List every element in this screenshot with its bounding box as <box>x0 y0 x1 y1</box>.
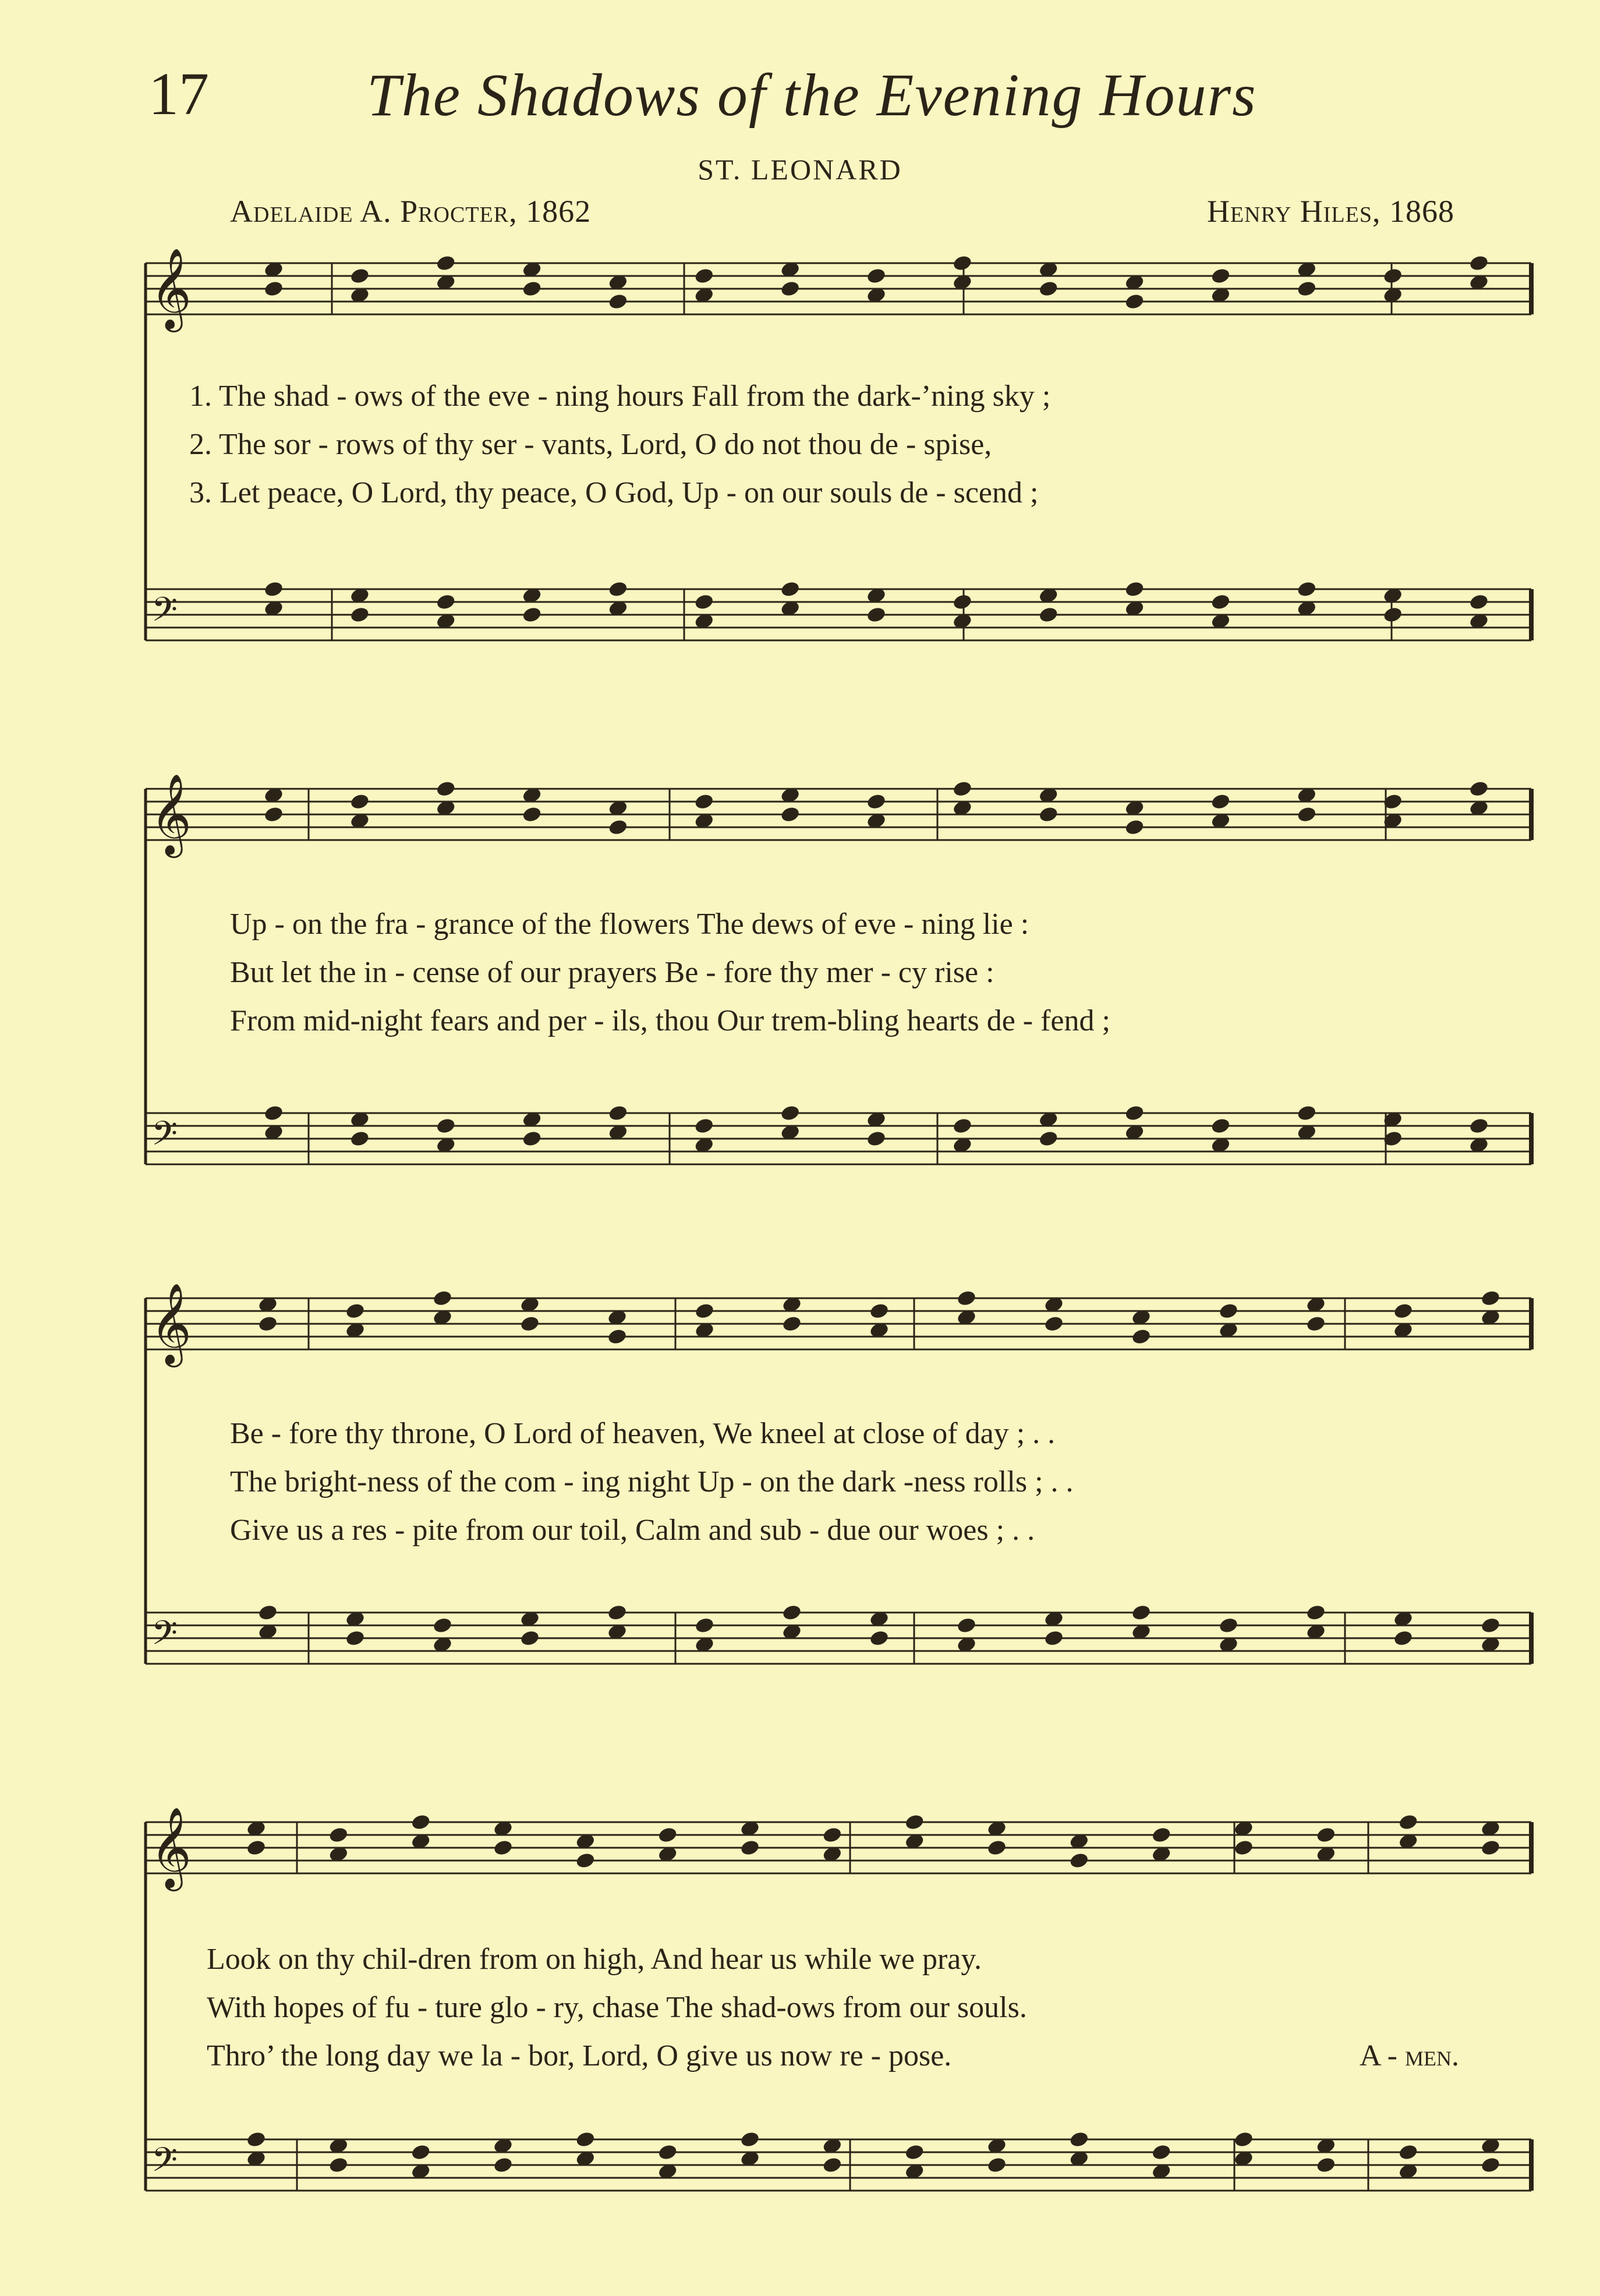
note-head <box>694 1302 715 1320</box>
note-head <box>1124 1104 1145 1122</box>
lyric-line: With hopes of fu - ture glo - ry, chase The shad-ows from our souls. <box>207 1991 1027 2024</box>
note-head <box>575 1852 596 1870</box>
note-head <box>869 1629 890 1647</box>
lyric-line: Up - on the fra - grance of the flowers The dews of eve - ning lie : <box>230 908 1029 941</box>
note-head <box>1480 1839 1501 1857</box>
note-head <box>432 1617 453 1635</box>
note-head <box>1398 2143 1419 2162</box>
lyric-line: But let the in - cense of our prayers Be - fore thy mer - cy rise : <box>230 956 994 989</box>
note-head <box>345 1629 366 1647</box>
note-head <box>866 267 887 285</box>
note-head <box>956 1289 977 1308</box>
note-head <box>1315 2156 1336 2174</box>
note-head <box>1210 593 1231 611</box>
author-credit: Adelaide A. Procter, 1862 <box>230 194 592 229</box>
hymn-title: The Shadows of the Evening Hours <box>367 62 1257 129</box>
note-head <box>1398 1813 1419 1831</box>
note-head <box>263 1104 284 1122</box>
note-head <box>410 1813 431 1831</box>
note-head <box>522 1130 543 1148</box>
note-head <box>952 254 973 272</box>
note-head <box>263 280 284 298</box>
lyric-line: The bright-ness of the com - ing night Up - on the dark -ness rolls ; . . <box>230 1465 1074 1498</box>
note-head <box>739 1839 760 1857</box>
note-head <box>349 793 370 811</box>
note-head <box>1210 1117 1231 1135</box>
note-head <box>1131 1328 1152 1346</box>
note-head <box>1210 793 1231 811</box>
note-head <box>1468 593 1489 611</box>
note-head <box>1131 1604 1152 1622</box>
note-head <box>1480 2156 1501 2174</box>
note-head <box>952 1117 973 1135</box>
note-head <box>822 2156 843 2174</box>
bass-clef-icon: 𝄢 <box>151 1613 178 1661</box>
note-head <box>1382 267 1403 285</box>
note-head <box>866 793 887 811</box>
note-head <box>780 580 801 598</box>
amen-text: A - men. <box>1360 2039 1459 2072</box>
note-head <box>1068 1852 1089 1870</box>
bass-clef-icon: 𝄢 <box>151 2140 178 2188</box>
note-head <box>432 1289 453 1308</box>
note-head <box>694 1617 715 1635</box>
note-head <box>693 1117 714 1135</box>
note-head <box>246 1839 267 1857</box>
note-head <box>1233 1839 1254 1857</box>
note-head <box>780 1104 801 1122</box>
note-head <box>869 1302 890 1320</box>
bass-clef-icon: 𝄢 <box>151 1114 178 1161</box>
note-head <box>956 1617 977 1635</box>
note-head <box>1038 806 1059 824</box>
note-head <box>657 1826 678 1844</box>
note-head <box>1305 1315 1326 1333</box>
note-head <box>1468 254 1489 272</box>
note-head <box>575 2131 596 2149</box>
tune-name: ST. LEONARD <box>698 153 902 186</box>
note-head <box>780 806 801 824</box>
note-head <box>263 806 284 824</box>
note-head <box>1393 1302 1414 1320</box>
note-head <box>607 1328 628 1346</box>
note-head <box>781 1315 802 1333</box>
note-head <box>349 606 370 624</box>
note-head <box>693 793 714 811</box>
note-head <box>986 2156 1007 2174</box>
treble-clef-icon: 𝄞 <box>150 774 192 855</box>
note-head <box>904 2143 925 2162</box>
note-head <box>1218 1302 1239 1320</box>
note-head <box>1296 1104 1317 1122</box>
treble-clef-icon: 𝄞 <box>150 1807 192 1888</box>
note-head <box>952 593 973 611</box>
note-head <box>781 1604 802 1622</box>
note-head <box>1038 1130 1059 1148</box>
lyric-line: 2. The sor - rows of thy ser - vants, Lord, O do not thou de - spise, <box>189 428 992 461</box>
note-head <box>522 606 543 624</box>
note-head <box>519 1629 540 1647</box>
lyric-line: Thro’ the long day we la - bor, Lord, O give us now re - pose. <box>207 2039 952 2072</box>
note-head <box>1068 2131 1089 2149</box>
note-head <box>1210 267 1231 285</box>
note-head <box>866 606 887 624</box>
note-head <box>1218 1617 1239 1635</box>
note-head <box>263 580 284 598</box>
note-head <box>522 280 543 298</box>
note-head <box>1315 1826 1336 1844</box>
note-head <box>1296 280 1317 298</box>
note-head <box>493 1839 514 1857</box>
note-head <box>866 1130 887 1148</box>
bass-clef-icon: 𝄢 <box>151 590 178 637</box>
note-head <box>1296 806 1317 824</box>
note-head <box>246 2131 267 2149</box>
note-head <box>1296 580 1317 598</box>
note-head <box>436 1117 456 1135</box>
note-head <box>436 254 456 272</box>
note-head <box>1151 1826 1172 1844</box>
note-head <box>608 293 629 311</box>
note-head <box>1043 1629 1064 1647</box>
lyric-line: Look on thy chil-dren from on high, And hear us while we pray. <box>207 1943 982 1976</box>
note-head <box>1468 1117 1489 1135</box>
lyric-line: Give us a res - pite from our toil, Calm and sub - due our woes ; . . <box>230 1514 1035 1547</box>
note-head <box>1305 1604 1326 1622</box>
note-head <box>693 593 714 611</box>
note-head <box>608 819 629 837</box>
hymn-number: 17 <box>148 61 209 127</box>
note-head <box>1151 2143 1172 2162</box>
note-head <box>328 2156 349 2174</box>
note-head <box>345 1302 366 1320</box>
note-head <box>1043 1315 1064 1333</box>
note-head <box>436 593 456 611</box>
note-head <box>1038 280 1059 298</box>
note-head <box>1382 606 1403 624</box>
note-head <box>1393 1629 1414 1647</box>
note-head <box>607 1604 628 1622</box>
note-head <box>493 2156 514 2174</box>
note-head <box>257 1604 278 1622</box>
note-head <box>904 1813 925 1831</box>
note-head <box>1468 780 1489 798</box>
note-head <box>657 2143 678 2162</box>
note-head <box>519 1315 540 1333</box>
note-head <box>1480 1289 1501 1308</box>
composer-credit: Henry Hiles, 1868 <box>1206 194 1454 229</box>
note-head <box>739 2131 760 2149</box>
note-head <box>822 1826 843 1844</box>
lyric-line: 3. Let peace, O Lord, thy peace, O God, Up - on our souls de - scend ; <box>189 476 1039 509</box>
treble-clef-icon: 𝄞 <box>150 248 192 329</box>
note-head <box>1124 293 1145 311</box>
note-head <box>436 780 456 798</box>
note-head <box>952 780 973 798</box>
note-head <box>1124 580 1145 598</box>
note-head <box>328 1826 349 1844</box>
note-head <box>349 267 370 285</box>
note-head <box>608 580 629 598</box>
note-head <box>693 267 714 285</box>
note-head <box>1480 1617 1501 1635</box>
lyric-line: 1. The shad - ows of the eve - ning hours Fall from the dark-’ning sky ; <box>189 380 1051 413</box>
note-head <box>349 1130 370 1148</box>
treble-clef-icon: 𝄞 <box>150 1283 192 1364</box>
note-head <box>522 806 543 824</box>
note-head <box>780 280 801 298</box>
note-head <box>608 1104 629 1122</box>
lyric-line: Be - fore thy throne, O Lord of heaven, We kneel at close of day ; . . <box>230 1417 1056 1450</box>
note-head <box>1233 2131 1254 2149</box>
note-head <box>1124 819 1145 837</box>
note-head <box>257 1315 278 1333</box>
note-head <box>410 2143 431 2162</box>
note-head <box>1038 606 1059 624</box>
note-head <box>986 1839 1007 1857</box>
lyric-line: From mid-night fears and per - ils, thou Our trem-bling hearts de - fend ; <box>230 1004 1110 1037</box>
